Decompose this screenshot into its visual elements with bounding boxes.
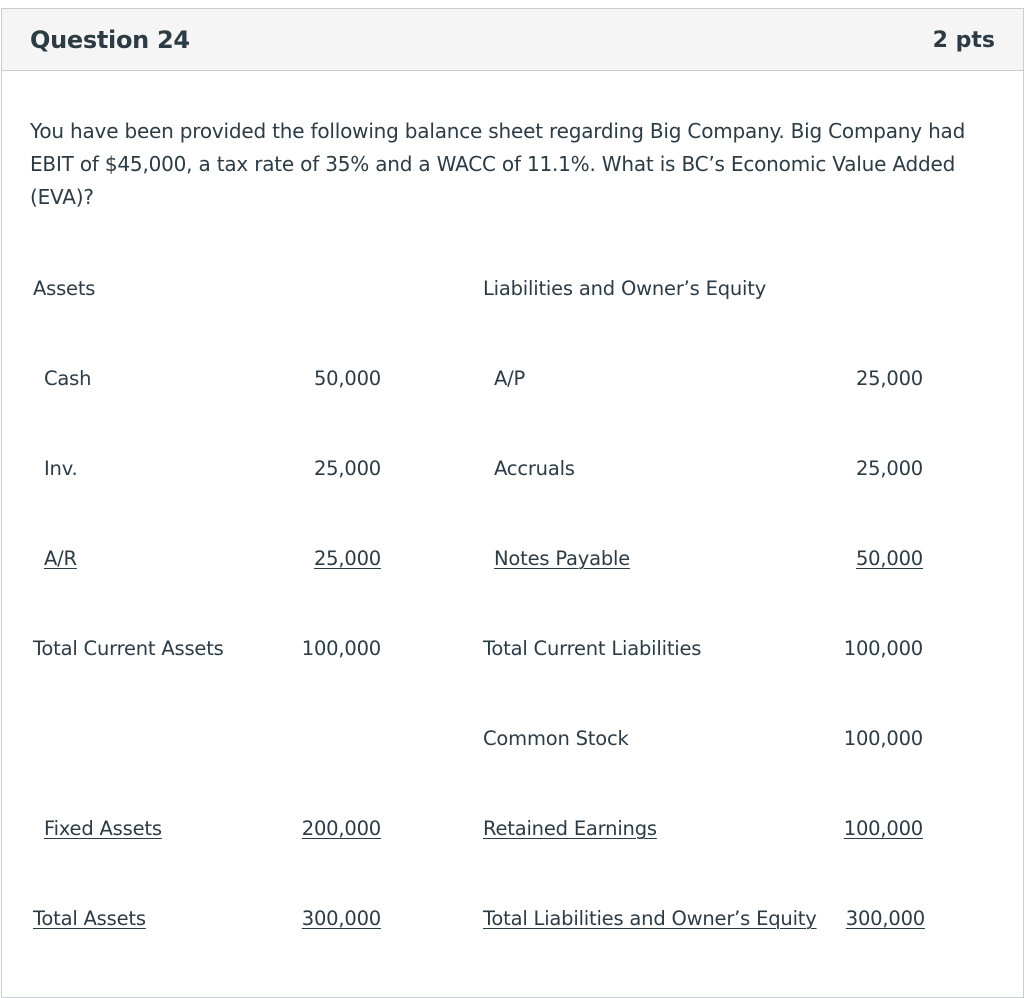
liab-label-ap: A/P [494, 367, 526, 390]
asset-label-fixed: Fixed Assets [44, 817, 162, 840]
asset-value-fixed: 200,000 [301, 817, 381, 840]
question-prompt: You have been provided the following balance sheet regarding Big Company. Big Company had EBIT of $45,000, a tax rate of 35% and a WACC of 11.1%. What is BC’s Economic Value Added (EVA)? [30, 119, 966, 209]
assets-header: Assets [33, 277, 96, 300]
liab-label-common-stock: Common Stock [483, 727, 629, 750]
liab-value-notes-payable: 50,000 [855, 547, 923, 570]
liab-value-retained-earnings: 100,000 [843, 817, 923, 840]
asset-label-ar: A/R [44, 547, 77, 570]
asset-value-inventory: 25,000 [313, 457, 381, 480]
asset-value-total-current: 100,000 [301, 637, 381, 660]
liabilities-header: Liabilities and Owner’s Equity [483, 277, 767, 300]
liab-label-total: Total Liabilities and Owner’s Equity [483, 907, 817, 930]
question-title: Question 24 [30, 26, 190, 54]
asset-label-cash: Cash [44, 367, 92, 390]
asset-value-total: 300,000 [301, 907, 381, 930]
liab-label-notes-payable: Notes Payable [494, 547, 631, 570]
liab-value-accruals: 25,000 [855, 457, 923, 480]
liab-label-retained-earnings: Retained Earnings [483, 817, 657, 840]
asset-label-total: Total Assets [33, 907, 146, 930]
liab-label-total-current: Total Current Liabilities [483, 637, 702, 660]
question-card [1, 8, 1024, 998]
asset-label-total-current: Total Current Assets [33, 637, 224, 660]
balance-sheet [2, 9, 1024, 989]
liab-value-ap: 25,000 [855, 367, 923, 390]
asset-value-ar: 25,000 [313, 547, 381, 570]
asset-label-inventory: Inv. [44, 457, 78, 480]
question-points: 2 pts [932, 28, 995, 53]
liab-value-total: 300,000 [845, 907, 925, 930]
liab-value-total-current: 100,000 [843, 637, 923, 660]
liab-label-accruals: Accruals [494, 457, 575, 480]
asset-value-cash: 50,000 [313, 367, 381, 390]
liab-value-common-stock: 100,000 [843, 727, 923, 750]
